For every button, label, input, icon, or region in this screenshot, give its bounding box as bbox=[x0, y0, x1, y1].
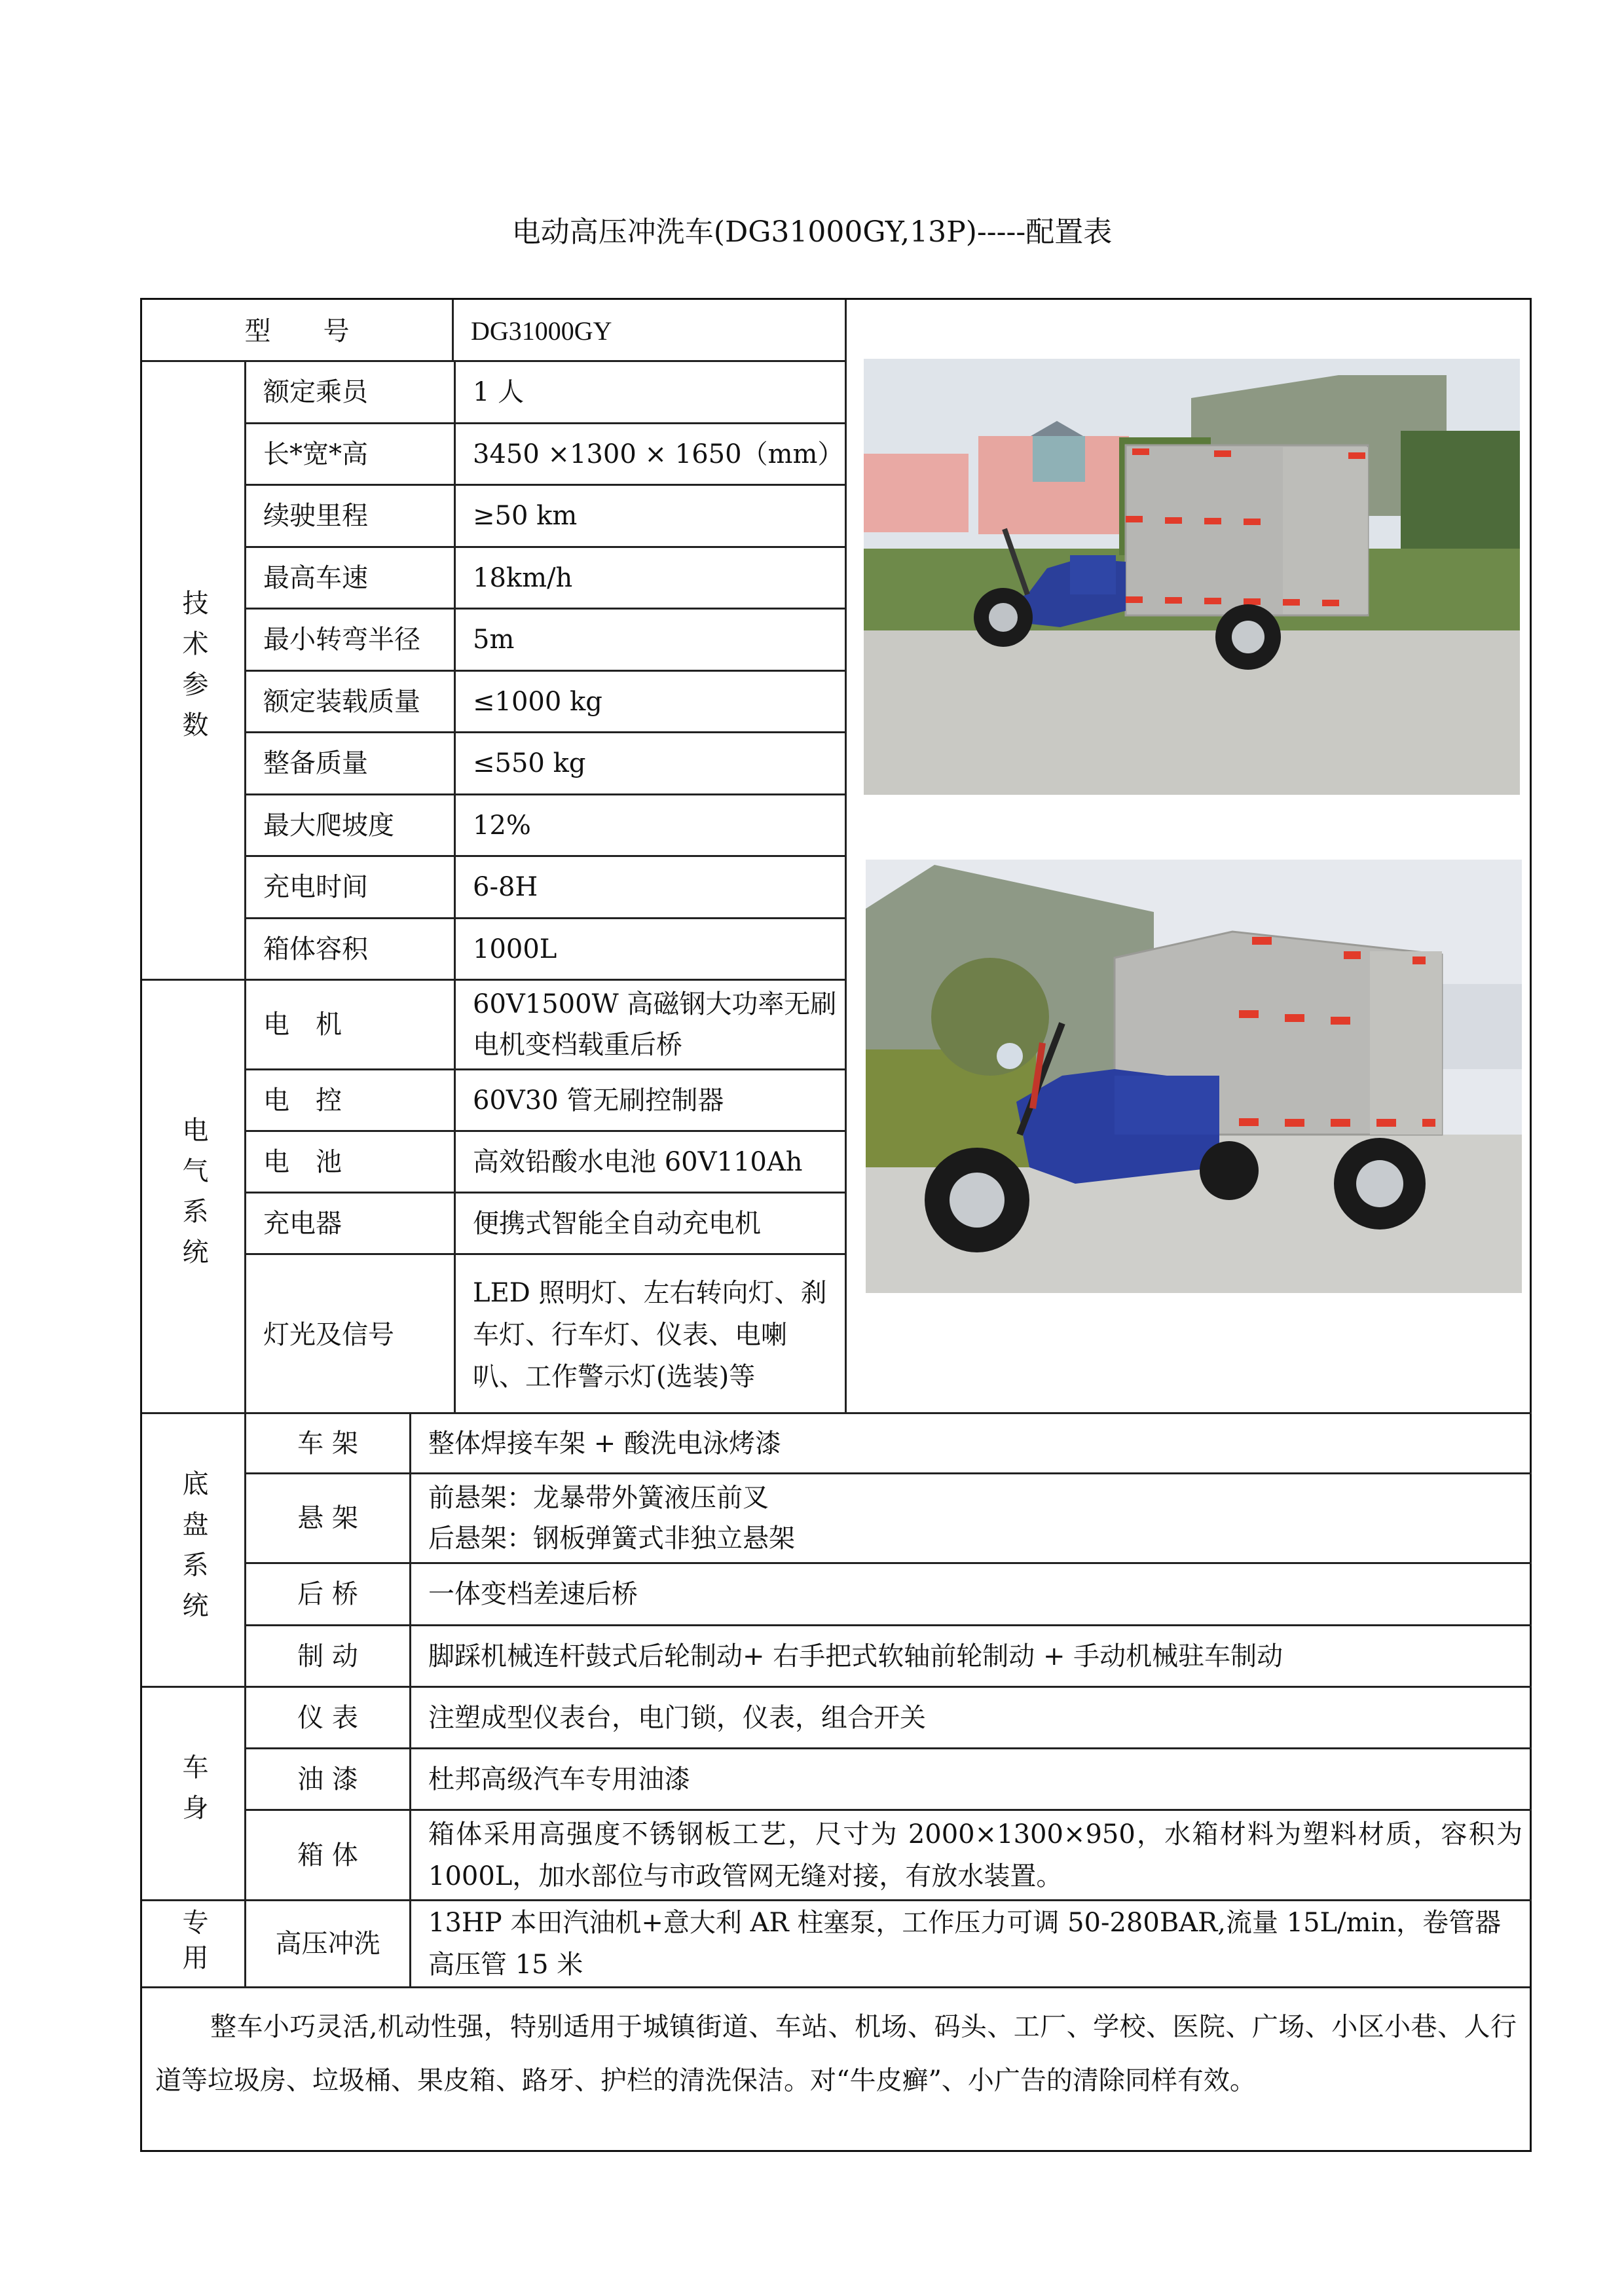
tech-value-4: 5m bbox=[454, 608, 847, 670]
special-label-0: 高压冲洗 bbox=[244, 1899, 409, 1986]
tech-value-6: ≤550 kg bbox=[454, 731, 847, 793]
chassis-label-0: 车 架 bbox=[244, 1412, 409, 1472]
tech-label-0: 额定乘员 bbox=[244, 360, 454, 422]
elec-value-4: LED 照明灯、左右转向灯、刹车灯、行车灯、仪表、电喇叭、工作警示灯(选装)等 bbox=[454, 1253, 847, 1414]
model-label: 型 号 bbox=[244, 316, 350, 346]
tech-value-7: 12% bbox=[454, 793, 847, 855]
group-chassis bbox=[142, 1412, 244, 1688]
chassis-label-1: 悬 架 bbox=[244, 1472, 409, 1562]
summary-paragraph: 整车小巧灵活,机动性强，特别适用于城镇街道、车站、机场、码头、工厂、学校、医院、广场、小区小巷、人行道等垃圾房、垃圾桶、果皮箱、路牙、护栏的清洗保洁。对“牛皮癣”、小广告的清除同样有效。 bbox=[142, 1986, 1530, 2150]
elec-label-0: 电 机 bbox=[244, 979, 454, 1068]
tech-value-5: ≤1000 kg bbox=[454, 670, 847, 731]
tech-label-4: 最小转弯半径 bbox=[244, 608, 454, 670]
config-table bbox=[140, 298, 1532, 2152]
chassis-value-2: 一体变档差速后桥 bbox=[409, 1562, 1532, 1624]
tech-label-8: 充电时间 bbox=[244, 855, 454, 917]
group-tech bbox=[142, 360, 244, 979]
body-label-2: 箱 体 bbox=[244, 1809, 409, 1899]
elec-label-2: 电 池 bbox=[244, 1130, 454, 1192]
front-suspension-text: 前悬架：龙暴带外簧液压前叉 bbox=[428, 1483, 769, 1513]
tech-value-8: 6-8H bbox=[454, 855, 847, 917]
elec-label-3: 充电器 bbox=[244, 1192, 454, 1253]
tech-label-6: 整备质量 bbox=[244, 731, 454, 793]
elec-label-4: 灯光及信号 bbox=[244, 1253, 454, 1414]
tech-value-9: 1000L bbox=[454, 917, 847, 979]
elec-value-2: 高效铅酸水电池 60V110Ah bbox=[454, 1130, 847, 1192]
tech-value-1: 3450 ×1300 × 1650（mm） bbox=[454, 422, 847, 484]
chassis-label-2: 后 桥 bbox=[244, 1562, 409, 1624]
chassis-value-1 bbox=[409, 1472, 1532, 1562]
elec-label-1: 电 控 bbox=[244, 1068, 454, 1130]
document-title: 电动高压冲洗车(DG31000GY,13P)-----配置表 bbox=[511, 215, 1113, 249]
body-label-0: 仪 表 bbox=[244, 1686, 409, 1747]
body-value-1: 杜邦高级汽车专用油漆 bbox=[409, 1747, 1532, 1809]
group-chassis-label: 底盘系统 bbox=[178, 1470, 208, 1632]
tech-label-7: 最大爬坡度 bbox=[244, 793, 454, 855]
tech-label-5: 额定装载质量 bbox=[244, 670, 454, 731]
tech-value-0: 1 人 bbox=[454, 360, 847, 422]
group-body bbox=[142, 1686, 244, 1899]
elec-value-0: 60V1500W 高磁钢大功率无刷电机变档载重后桥 bbox=[454, 979, 847, 1068]
tech-label-1: 长*宽*高 bbox=[244, 422, 454, 484]
rear-suspension-text: 后悬架：钢板弹簧式非独立悬架 bbox=[428, 1523, 795, 1554]
body-value-2: 箱体采用高强度不锈钢板工艺，尺寸为 2000×1300×950，水箱材料为塑料材质，容积为 1000L，加水部位与市政管网无缝对接，有放水装置。 bbox=[409, 1809, 1532, 1899]
group-tech-label: 技术参数 bbox=[178, 589, 208, 752]
tech-label-2: 续驶里程 bbox=[244, 484, 454, 546]
chassis-value-0: 整体焊接车架 + 酸洗电泳烤漆 bbox=[409, 1412, 1532, 1472]
group-body-label: 车身 bbox=[178, 1753, 208, 1834]
vehicle-side-photo bbox=[864, 359, 1520, 795]
vehicle-front-three-quarter-photo bbox=[866, 860, 1522, 1293]
chassis-value-3: 脚踩机械连杆鼓式后轮制动+ 右手把式软轴前轮制动 + 手动机械驻车制动 bbox=[409, 1624, 1532, 1686]
group-special-label: 专用 bbox=[178, 1908, 208, 1979]
group-electrical-label: 电气系统 bbox=[178, 1116, 208, 1279]
tech-label-3: 最高车速 bbox=[244, 546, 454, 608]
tech-value-2: ≥50 km bbox=[454, 484, 847, 546]
group-electrical bbox=[142, 979, 244, 1414]
tech-label-9: 箱体容积 bbox=[244, 917, 454, 979]
group-special bbox=[142, 1899, 244, 1986]
body-label-1: 油 漆 bbox=[244, 1747, 409, 1809]
chassis-label-3: 制 动 bbox=[244, 1624, 409, 1686]
model-value: DG31000GY bbox=[452, 300, 847, 362]
body-value-0: 注塑成型仪表台，电门锁，仪表，组合开关 bbox=[409, 1686, 1532, 1747]
elec-value-3: 便携式智能全自动充电机 bbox=[454, 1192, 847, 1253]
tech-value-3: 18km/h bbox=[454, 546, 847, 608]
special-value-0: 13HP 本田汽油机+意大利 AR 柱塞泵，工作压力可调 50-280BAR,流量 15L/min，卷管器高压管 15 米 bbox=[409, 1899, 1532, 1986]
elec-value-1: 60V30 管无刷控制器 bbox=[454, 1068, 847, 1130]
